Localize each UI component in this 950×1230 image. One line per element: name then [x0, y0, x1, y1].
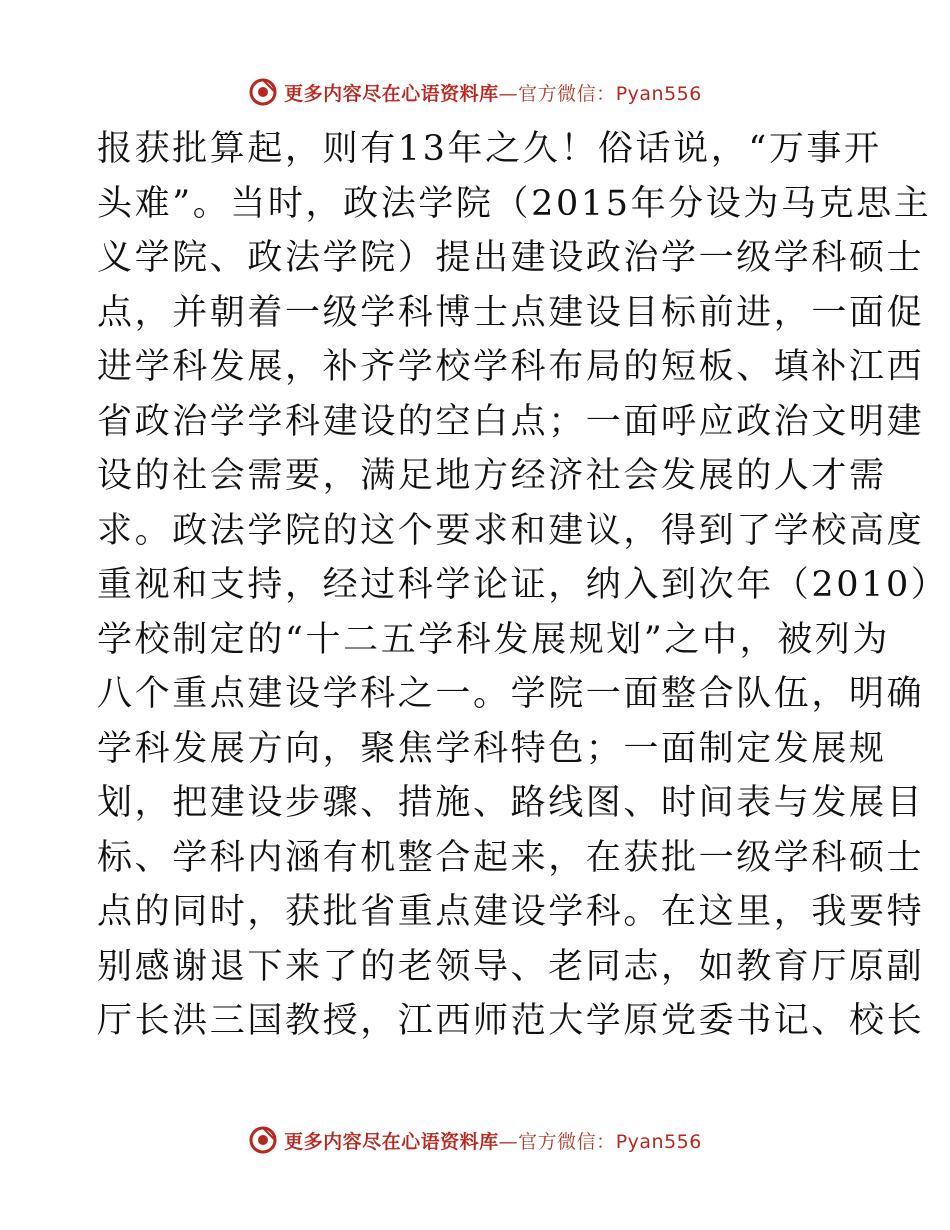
body-line: 求。政法学院的这个要求和建议，得到了学校高度: [97, 510, 925, 551]
body-line: 厅长洪三国教授，江西师范大学原党委书记、校长: [97, 1001, 925, 1041]
footer-watermark-text: [284, 1127, 702, 1154]
body-line: 别感谢退下来了的老领导、老同志，如教育厅原副: [97, 946, 925, 987]
header-wechat-label: —官方微信：: [498, 82, 616, 105]
body-line: 学校制定的“十二五学科发展规划”之中，被列为: [97, 619, 890, 660]
body-line: 学科发展方向，聚焦学科特色；一面制定发展规: [97, 728, 887, 769]
footer-wechat-id: Pyan556: [615, 1130, 702, 1153]
body-line: 标、学科内涵有机整合起来，在获批一级学科硕士: [97, 837, 925, 878]
body-line: 点，并朝着一级学科博士点建设目标前进，一面促: [97, 292, 925, 333]
body-line: 省政治学学科建设的空白点；一面呼应政治文明建: [97, 401, 925, 442]
body-line: 划，把建设步骤、措施、路线图、时间表与发展目: [97, 783, 925, 823]
body-line: 重视和支持，经过科学论证，纳入到次年（2010）: [97, 565, 949, 605]
brush-logo-icon: [248, 1125, 278, 1155]
body-line: 头难”。当时，政法学院（2015年分设为马克思主: [97, 183, 932, 224]
header-watermark: [0, 72, 950, 112]
header-site-name: 更多内容尽在心语资料库: [284, 82, 499, 105]
footer-wechat-label: —官方微信：: [498, 1130, 616, 1153]
header-wechat-id: Pyan556: [615, 82, 702, 105]
footer-site-name: 更多内容尽在心语资料库: [284, 1130, 499, 1153]
brush-logo-icon: [248, 77, 278, 107]
body-line: 设的社会需要，满足地方经济社会发展的人才需: [97, 456, 887, 496]
body-line: 报获批算起，则有13年之久！俗话说，“万事开: [97, 129, 882, 169]
body-line: 进学科发展，补齐学校学科布局的短板、填补江西: [97, 347, 925, 387]
header-watermark-text: [284, 79, 702, 106]
body-line: 点的同时，获批省重点建设学科。在这里，我要特: [97, 892, 925, 932]
footer-watermark: [0, 1120, 950, 1160]
document-body: [97, 122, 949, 1049]
body-line: 八个重点建设学科之一。学院一面整合队伍，明确: [97, 674, 925, 714]
body-line: 义学院、政法学院）提出建设政治学一级学科硕士: [97, 238, 925, 278]
